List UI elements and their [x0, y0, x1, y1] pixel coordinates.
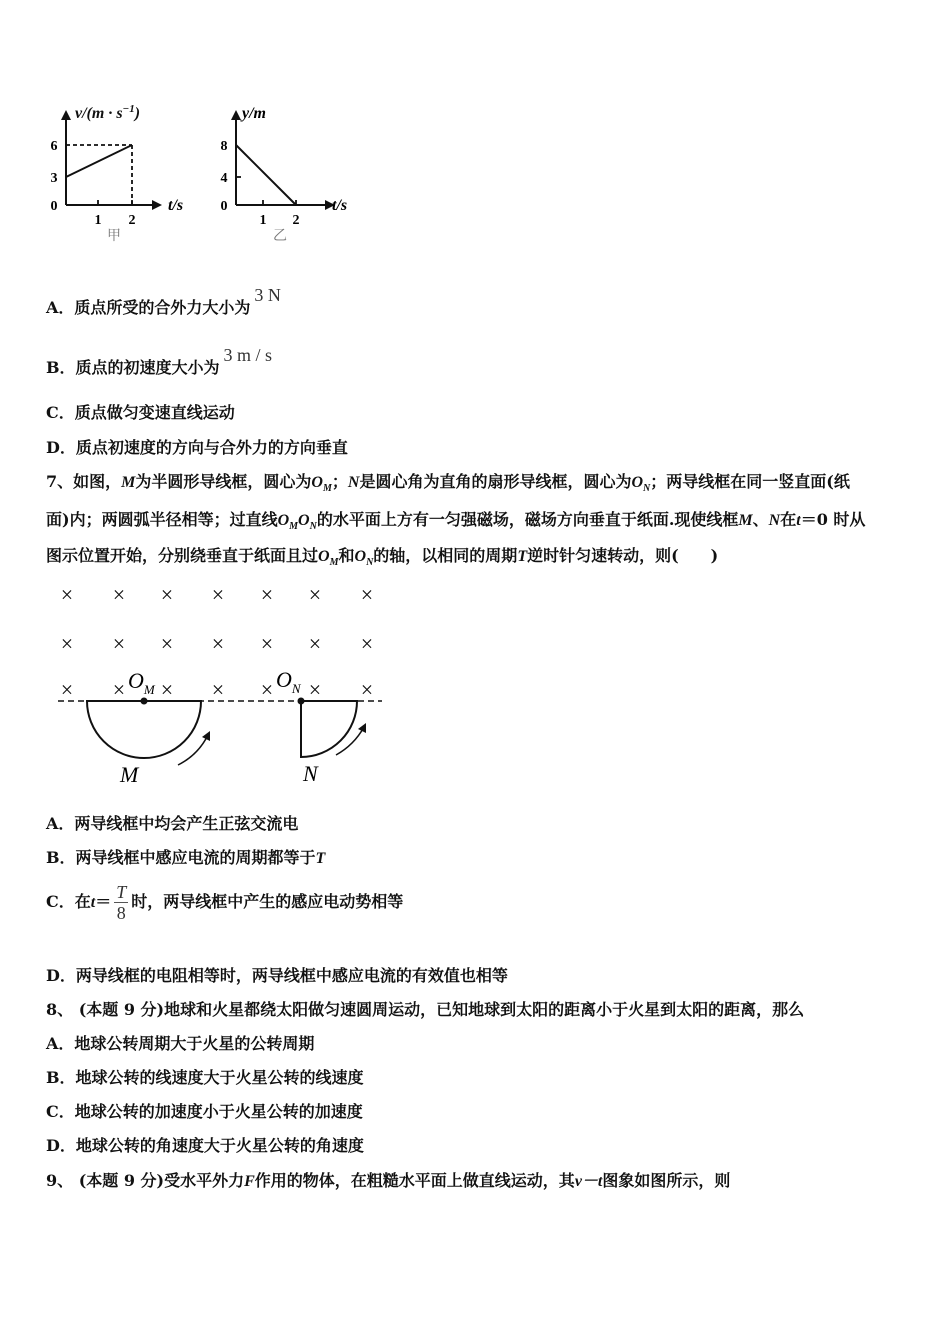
q6-b-text: B．质点的初速度大小为: [46, 358, 220, 377]
caption-jia: 甲: [107, 229, 121, 244]
rotation-arrow-m: [178, 735, 208, 765]
label-m: M: [120, 762, 139, 787]
svg-text:×: ×: [360, 582, 374, 607]
svg-text:×: ×: [112, 631, 126, 656]
svg-text:×: ×: [360, 677, 374, 702]
svg-text:×: ×: [260, 677, 274, 702]
caption-yi: 乙: [273, 229, 287, 244]
y-axis-label: y/m: [242, 105, 266, 122]
svg-text:×: ×: [260, 631, 274, 656]
q8-option-d: D．地球公转的角速度大于火星公转的角速度: [46, 1136, 364, 1155]
q7-option-d: D．两导线框的电阻相等时，两导线框中感应电流的有效值也相等: [46, 966, 508, 985]
tick-3: 3: [50, 171, 58, 186]
v-t-line: [66, 145, 132, 177]
tick-x1: 1: [94, 213, 102, 228]
q6-b-value: 3 m / s: [223, 345, 273, 365]
q7-stem-line1: 7、如图，M为半圆形导线框，圆心为$O_M$；N是圆心角为直角的扇形导线框，圆心为$O_N$；两导线框在同一竖直面(纸: [46, 472, 850, 495]
svg-text:×: ×: [160, 582, 174, 607]
q6-option-d: D．质点初速度的方向与合外力的方向垂直: [46, 438, 348, 457]
x-axis-label: t/s: [168, 197, 184, 214]
q6-option-c: C．质点做匀变速直线运动: [46, 403, 235, 422]
q6-option-a: [46, 285, 281, 319]
graph-yi: [210, 100, 370, 250]
svg-text:×: ×: [60, 582, 74, 607]
q8-stem: 8、 (本题 9 分)地球和火星都绕太阳做匀速圆周运动，已知地球到太阳的距离小于火星到太阳的距离，那么: [46, 1000, 805, 1019]
tick-0: 0: [50, 199, 58, 214]
tick-8: 8: [220, 139, 228, 154]
svg-text:×: ×: [60, 631, 74, 656]
tick-0: 0: [220, 199, 228, 214]
svg-text:×: ×: [211, 582, 225, 607]
magnetic-field-figure: [40, 575, 400, 795]
q8-option-b: B．地球公转的线速度大于火星公转的线速度: [46, 1068, 364, 1087]
q6-a-value: 3 N: [254, 285, 281, 305]
label-on: $O_N$: [276, 667, 301, 696]
q7-stem-line2: 面)内；两圆弧半径相等；过直线$O_MO_N$的水平面上方有一匀强磁场，磁场方向垂直于纸面.现使线框M、N在t＝0 时从: [46, 510, 866, 533]
q7-option-a: A．两导线框中均会产生正弦交流电: [46, 814, 299, 833]
svg-text:×: ×: [308, 582, 322, 607]
svg-text:×: ×: [360, 631, 374, 656]
svg-text:×: ×: [211, 631, 225, 656]
q8-option-c: C．地球公转的加速度小于火星公转的加速度: [46, 1102, 363, 1121]
q6-a-text: A．质点所受的合外力大小为: [46, 298, 251, 317]
q7-option-b: B．两导线框中感应电流的周期都等于T: [46, 848, 326, 867]
q7-option-c: C．在t＝ $\frac{T}{8}$ 时，两导线框中产生的感应电动势相等: [46, 882, 404, 923]
svg-text:×: ×: [160, 677, 174, 702]
tick-6: 6: [50, 139, 58, 154]
tick-4: 4: [220, 171, 228, 186]
q6-option-b: [46, 345, 273, 379]
svg-text:×: ×: [308, 677, 322, 702]
q9-stem: 9、 (本题 9 分)受水平外力F作用的物体，在粗糙水平面上做直线运动，其v－t图象如图所示，则: [46, 1171, 731, 1190]
y-axis-label: $v/(m \cdot s^{-1})$: [75, 103, 141, 122]
graph-jia: [40, 100, 210, 250]
label-n: N: [303, 761, 318, 786]
svg-text:×: ×: [112, 582, 126, 607]
field-crosses: [61, 582, 373, 702]
svg-text:×: ×: [260, 582, 274, 607]
svg-text:×: ×: [160, 631, 174, 656]
tick-x2: 2: [128, 213, 136, 228]
svg-text:×: ×: [211, 677, 225, 702]
q7-stem-line3: 图示位置开始，分别绕垂直于纸面且过$O_M$和$O_N$的轴，以相同的周期T逆时针匀速转动，则( ): [46, 546, 719, 569]
x-axis-label: t/s: [332, 197, 348, 214]
label-om: $O_M$: [128, 668, 155, 697]
tick-x1: 1: [259, 213, 267, 228]
svg-text:×: ×: [60, 677, 74, 702]
svg-text:×: ×: [112, 677, 126, 702]
y-t-line: [236, 145, 296, 205]
tick-x2: 2: [292, 213, 300, 228]
semicircle-frame-m: [87, 701, 201, 758]
fraction-t-over-8: $\frac{T}{8}$: [116, 882, 127, 923]
sector-frame-n: [301, 701, 357, 757]
q8-option-a: A．地球公转周期大于火星的公转周期: [46, 1034, 315, 1053]
svg-text:×: ×: [308, 631, 322, 656]
